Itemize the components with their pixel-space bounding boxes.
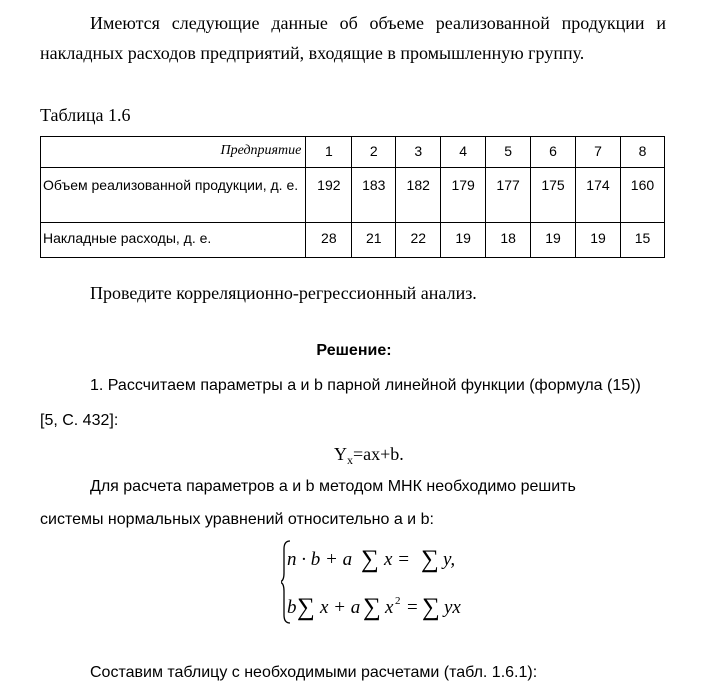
intro-paragraph [40, 8, 666, 68]
table-cell: 174 [576, 168, 621, 223]
formula-rest: =ax+b. [353, 444, 404, 464]
table-cell: 183 [352, 168, 396, 223]
table-header-row [41, 137, 665, 168]
formula-subscript: x [347, 453, 353, 467]
header-cell: 7 [576, 137, 621, 168]
table-cell: 175 [531, 168, 576, 223]
data-table [40, 136, 665, 258]
intro-line-2: накладных расходов предприятий, входящие в промышленную группу. [40, 43, 585, 63]
header-cell: 5 [486, 137, 531, 168]
eq1-lhs: n · b + a [287, 549, 353, 570]
table-cell: 22 [396, 223, 441, 258]
step1-line-1: 1. Рассчитаем параметры a и b парной линейной функции (формула (15)) [90, 377, 641, 394]
table-cell: 19 [576, 223, 621, 258]
table-row [41, 168, 665, 223]
sum-symbol: ∑ [422, 594, 440, 621]
eq2-power: 2 [395, 595, 401, 607]
table-cell: 19 [531, 223, 576, 258]
step1-line-2: [5, С. 432]: [40, 412, 119, 429]
sum-symbol: ∑ [297, 594, 315, 621]
header-cell: 3 [396, 137, 441, 168]
task-text: Проведите корреляционно-регрессионный анализ. [90, 283, 477, 303]
header-label-cell: Предприятие [41, 137, 306, 168]
header-cell: 2 [352, 137, 396, 168]
header-cell: 8 [620, 137, 664, 168]
eq2-b: b [287, 597, 297, 618]
intro-line-1: Имеются следующие данные об объеме реализованной продукции и [90, 13, 666, 33]
table-cell: 18 [486, 223, 531, 258]
step2-line-1: Для расчета параметров a и b методом МНК необходимо решить [90, 478, 576, 495]
header-cell: 4 [441, 137, 486, 168]
eq2-x1: x + a [320, 597, 361, 618]
sum-symbol: ∑ [361, 546, 379, 573]
eq2-rhs: yx [444, 597, 461, 618]
eq2-equals: = [407, 597, 418, 618]
formula-base: Y [334, 444, 347, 464]
step2-line-2: системы нормальных уравнений относительно a и b: [40, 511, 434, 528]
header-cell: 1 [306, 137, 352, 168]
table-cell: 160 [620, 168, 664, 223]
table-cell: 192 [306, 168, 352, 223]
table-row [41, 223, 665, 258]
header-cell: 6 [531, 137, 576, 168]
table-cell: 179 [441, 168, 486, 223]
solution-heading: Решение: [316, 342, 392, 359]
table-cell: 15 [620, 223, 664, 258]
table-cell: 19 [441, 223, 486, 258]
table-cell: 182 [396, 168, 441, 223]
row-label-cell: Объем реализованной продукции, д. е. [41, 168, 306, 223]
step3-text: Составим таблицу с необходимыми расчетами (табл. 1.6.1): [90, 664, 538, 681]
table-cell: 21 [352, 223, 396, 258]
normal-equations-system [281, 537, 481, 627]
table-caption: Таблица 1.6 [40, 105, 131, 125]
sum-symbol: ∑ [363, 594, 381, 621]
eq1-rhs: y, [443, 549, 456, 570]
table-cell: 177 [486, 168, 531, 223]
sum-symbol: ∑ [421, 546, 439, 573]
eq2-x2: x [385, 597, 394, 618]
table-cell: 28 [306, 223, 352, 258]
row-label-cell: Накладные расходы, д. е. [41, 223, 306, 258]
eq1-x: x = [384, 549, 411, 570]
regression-formula [334, 444, 404, 468]
